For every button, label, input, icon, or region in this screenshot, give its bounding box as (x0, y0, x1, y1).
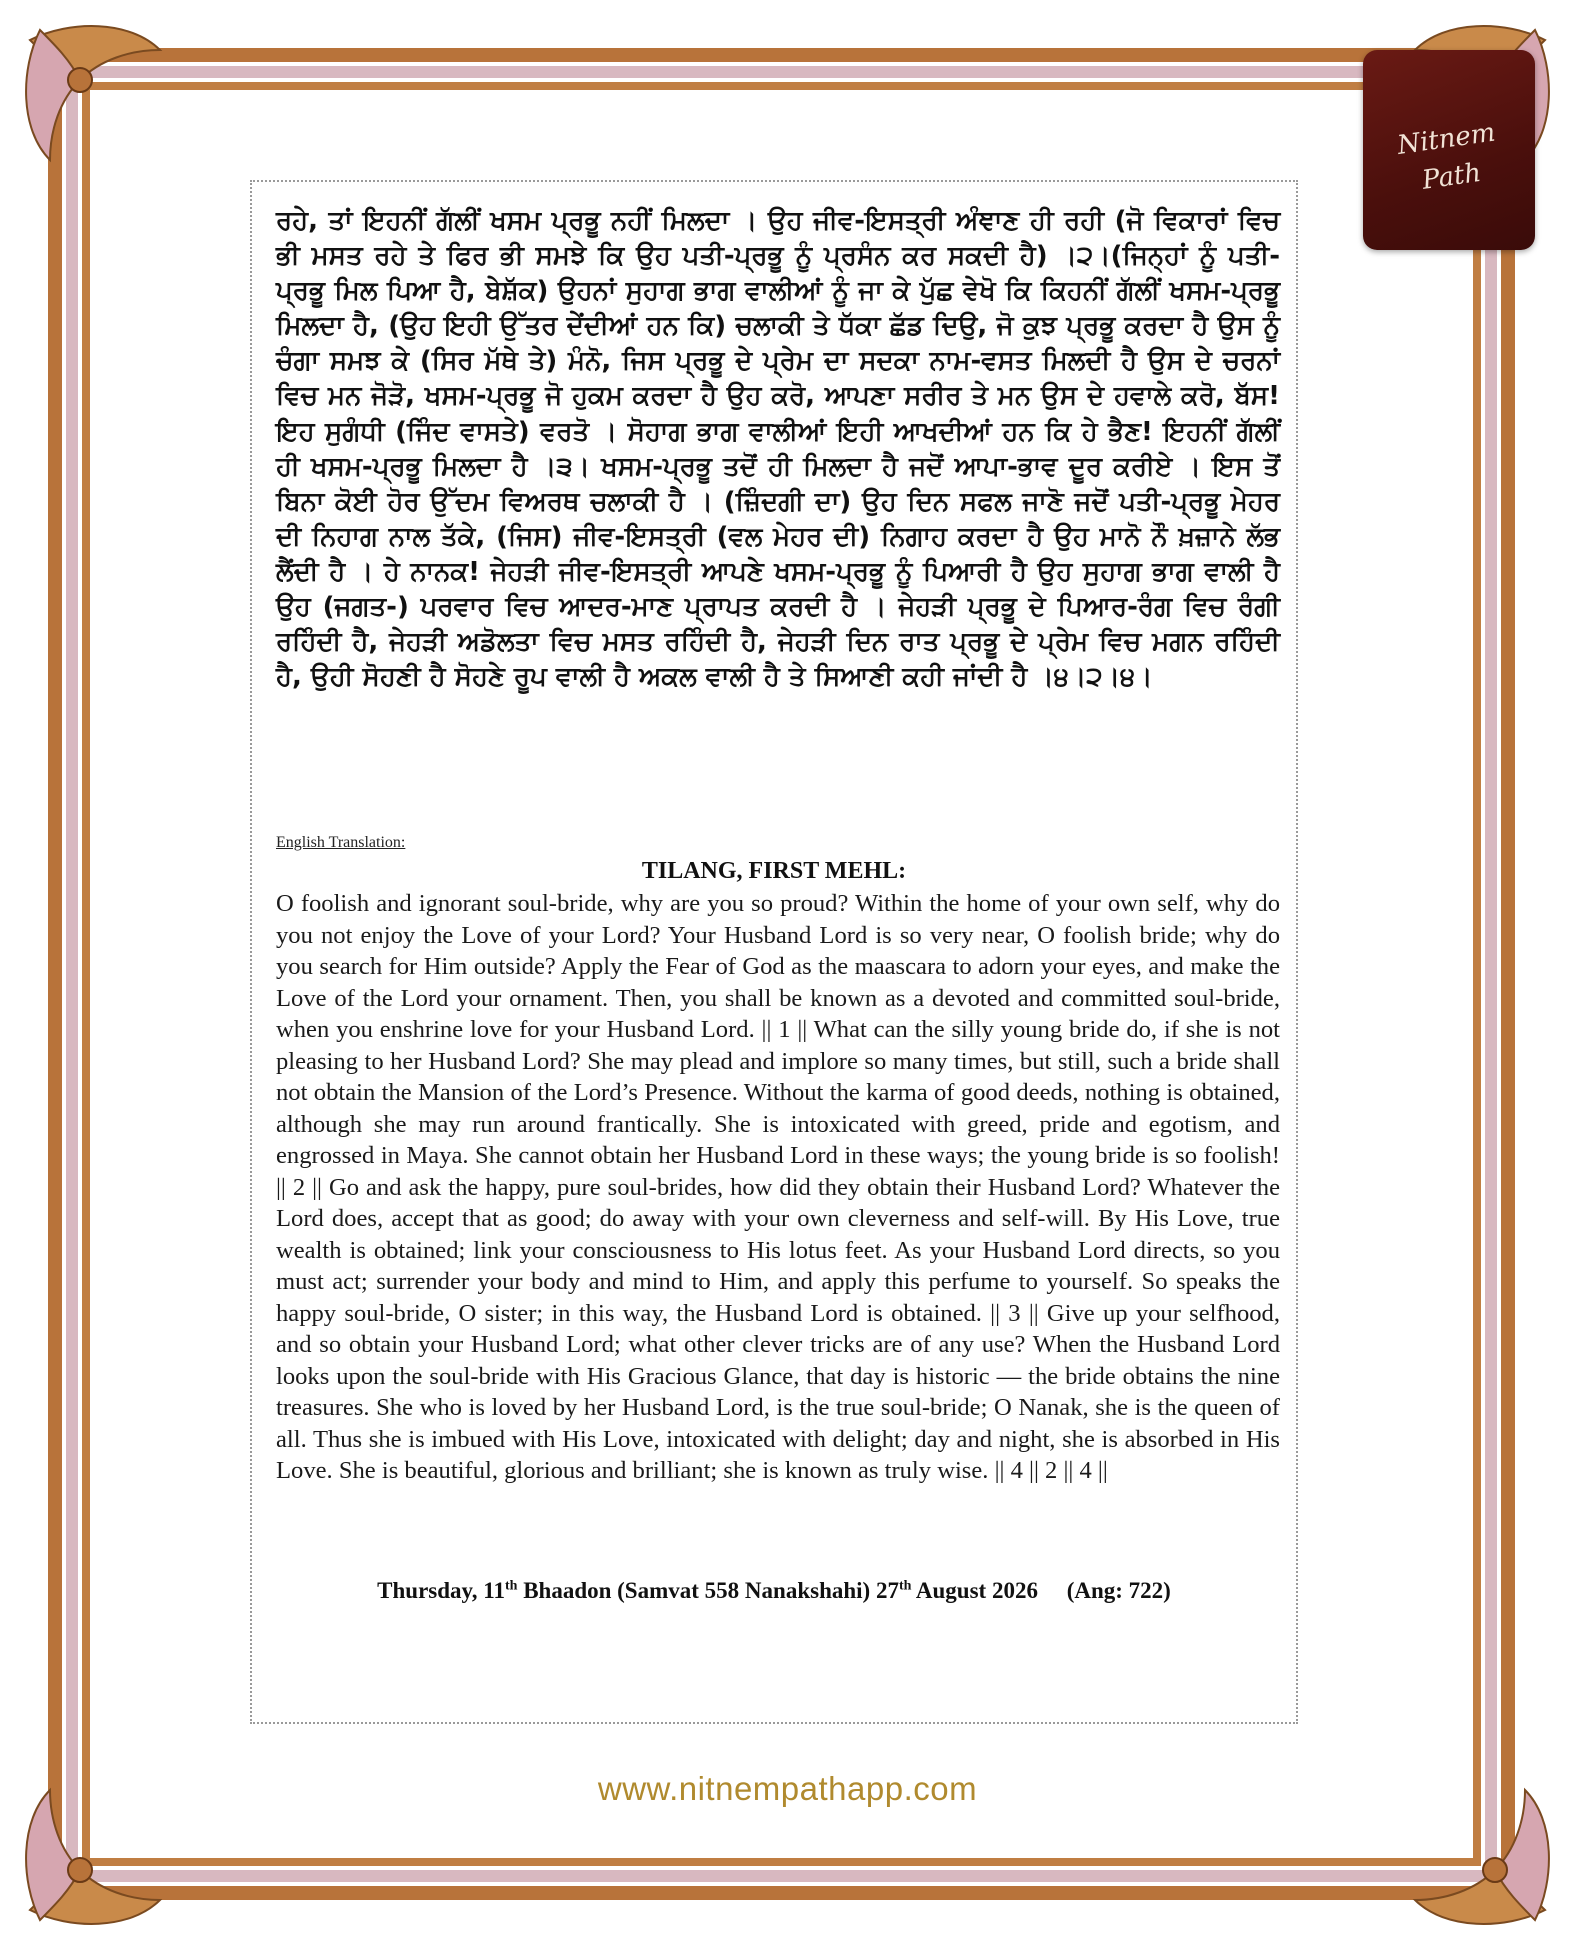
dateline-day-suffix: th (504, 1578, 518, 1594)
dateline-month-samvat: Bhaadon (Samvat 558 Nanakshahi) 27 (517, 1578, 899, 1603)
dateline-month-year: August 2026 (911, 1578, 1038, 1603)
english-title: TILANG, FIRST MEHL: (641, 858, 907, 884)
dateline-date-suffix: th (898, 1578, 912, 1594)
dateline-ang: (Ang: 722) (1066, 1578, 1171, 1603)
corner-bow-icon (10, 10, 180, 180)
logo-text (1359, 108, 1540, 207)
punjabi-commentary: ਰਹੇ, ਤਾਂ ਇਹਨੀਂ ਗੱਲੀਂ ਖਸਮ ਪ੍ਰਭੂ ਨਹੀਂ ਮਿਲਦਾ । ਉਹ ਜੀਵ-ਇਸਤ੍ਰੀ ਅੰਞਾਣ ਹੀ ਰਹੀ (ਜੋ ਵਿਕਾਰਾਂ ਵਿਚ ਭੀ ਮਸਤ ਰਹੇ ਤੇ ਫਿਰ ਭੀ ਸਮਝੇ ਕਿ ਉਹ ਪਤੀ-ਪ੍ਰਭੂ ਨੂੰ ਪ੍ਰਸੰਨ ਕਰ ਸਕਦੀ ਹੈ) ।੨।(ਜਿਨ੍ਹਾਂ ਨੂੰ ਪਤੀ-ਪ੍ਰਭੂ ਮਿਲ ਪਿਆ ਹੈ, ਬੇਸ਼ੱਕ) ਉਹਨਾਂ ਸੁਹਾਗ ਭਾਗ ਵਾਲੀਆਂ ਨੂੰ ਜਾ ਕੇ ਪੁੱਛ ਵੇਖੋ ਕਿ ਕਿਹਨੀਂ ਗੱਲੀਂ ਖਸਮ-ਪ੍ਰਭੂ ਮਿਲਦਾ ਹੈ, (ਉਹ ਇਹੀ ਉੱਤਰ ਦੇਂਦੀਆਂ ਹਨ ਕਿ) ਚਲਾਕੀ ਤੇ ਧੱਕਾ ਛੱਡ ਦਿਉ, ਜੋ ਕੁਝ ਪ੍ਰਭੂ ਕਰਦਾ ਹੈ ਉਸ ਨੂੰ ਚੰਗਾ ਸਮਝ ਕੇ (ਸਿਰ ਮੱਥੇ ਤੇ) ਮੰਨੋ, ਜਿਸ ਪ੍ਰਭੂ ਦੇ ਪ੍ਰੇਮ ਦਾ ਸਦਕਾ ਨਾਮ-ਵਸਤ ਮਿਲਦੀ ਹੈ ਉਸ ਦੇ ਚਰਨਾਂ ਵਿਚ ਮਨ ਜੋੜੋ, ਖਸਮ-ਪ੍ਰਭੂ ਜੋ ਹੁਕਮ ਕਰਦਾ ਹੈ ਉਹ ਕਰੋ, ਆਪਣਾ ਸਰੀਰ ਤੇ ਮਨ ਉਸ ਦੇ ਹਵਾਲੇ ਕਰੋ, ਬੱਸ! ਇਹ ਸੁਗੰਧੀ (ਜਿੰਦ ਵਾਸਤੇ) ਵਰਤੋ । ਸੋਹਾਗ ਭਾਗ ਵਾਲੀਆਂ ਇਹੀ ਆਖਦੀਆਂ ਹਨ ਕਿ ਹੇ ਭੈਣ! ਇਹਨੀਂ ਗੱਲੀਂ ਹੀ ਖਸਮ-ਪ੍ਰਭੂ ਮਿਲਦਾ ਹੈ ।੩। ਖਸਮ-ਪ੍ਰਭੂ ਤਦੋਂ ਹੀ ਮਿਲਦਾ ਹੈ ਜਦੋਂ ਆਪਾ-ਭਾਵ ਦੂਰ ਕਰੀਏ । ਇਸ ਤੋਂ ਬਿਨਾ ਕੋਈ ਹੋਰ ਉੱਦਮ ਵਿਅਰਥ ਚਲਾਕੀ ਹੈ । (ਜ਼ਿੰਦਗੀ ਦਾ) ਉਹ ਦਿਨ ਸਫਲ ਜਾਣੋ ਜਦੋਂ ਪਤੀ-ਪ੍ਰਭੂ ਮੇਹਰ ਦੀ ਨਿਹਾਗ ਨਾਲ ਤੱਕੇ, (ਜਿਸ) ਜੀਵ-ਇਸਤ੍ਰੀ (ਵਲ ਮੇਹਰ ਦੀ) ਨਿਗਾਹ ਕਰਦਾ ਹੈ ਉਹ ਮਾਨੋ ਨੌ ਖ਼ਜ਼ਾਨੇ ਲੱਭ ਲੈਂਦੀ ਹੈ । ਹੇ ਨਾਨਕ! ਜੇਹੜੀ ਜੀਵ-ਇਸਤ੍ਰੀ ਆਪਣੇ ਖਸਮ-ਪ੍ਰਭੂ ਨੂੰ ਪਿਆਰੀ ਹੈ ਉਹ ਸੁਹਾਗ ਭਾਗ ਵਾਲੀ ਹੈ ਉਹ (ਜਗਤ-) ਪਰਵਾਰ ਵਿਚ ਆਦਰ-ਮਾਣ ਪ੍ਰਾਪਤ ਕਰਦੀ ਹੈ । ਜੇਹੜੀ ਪ੍ਰਭੂ ਦੇ ਪਿਆਰ-ਰੰਗ ਵਿਚ ਰੰਗੀ ਰਹਿੰਦੀ ਹੈ, ਜੇਹੜੀ ਅਡੋਲਤਾ ਵਿਚ ਮਸਤ ਰਹਿੰਦੀ ਹੈ, ਜੇਹੜੀ ਦਿਨ ਰਾਤ ਪ੍ਰਭੂ ਦੇ ਪ੍ਰੇਮ ਵਿਚ ਮਗਨ ਰਹਿੰਦੀ ਹੈ, ਉਹੀ ਸੋਹਣੀ ਹੈ ਸੋਹਣੇ ਰੂਪ ਵਾਲੀ ਹੈ ਅਕਲ ਵਾਲੀ ਹੈ ਤੇ ਸਿਆਣੀ ਕਹੀ ਜਾਂਦੀ ਹੈ ।੪।੨।੪। (276, 206, 1280, 693)
website-link[interactable]: www.nitnempathapp.com (597, 1770, 978, 1807)
logo-line-2: Path (1420, 157, 1483, 196)
content-panel (250, 180, 1298, 1724)
logo-line-1: Nitnem (1395, 117, 1498, 161)
dateline-day: Thursday, 11 (377, 1578, 505, 1603)
dateline (252, 1578, 1296, 1604)
english-translation: O foolish and ignorant soul-bride, why are you so proud? Within the home of your own self, why do you not enjoy the Love of your Lord? Your Husband Lord is so very near, O foolish bride; why do you search for Him outside? Apply the Fear of God as the maascara to adorn your eyes, and make the Love of the Lord your ornament. Then, you shall be known as a devoted and committed soul-bride, when you enshrine love for your Husband Lord. || 1 || What can the silly young bride do, if she is not pleasing to her Husband Lord? She may plead and implore so many times, but still, such a bride shall not obtain the Mansion of the Lord’s Presence. Without the karma of good deeds, nothing is obtained, although she may run around frantically. She is intoxicated with greed, pride and egotism, and engrossed in Maya. She cannot obtain her Husband Lord in these ways; the young bride is so foolish! || 2 || Go and ask the happy, pure soul-brides, how did they obtain their Husband Lord? Whatever the Lord does, accept that as good; do away with your own cleverness and self-will. By His Love, true wealth is obtained; link your consciousness to His lotus feet. As your Husband Lord directs, so you must act; surrender your body and mind to Him, and apply this perfume to yourself. So speaks the happy soul-bride, O sister; in this way, the Husband Lord is obtained. || 3 || Give up your selfhood, and so obtain your Husband Lord; what other clever tricks are of any use? When the Husband Lord looks upon the soul-bride with His Gracious Glance, that day is historic — the bride obtains the nine treasures. She who is loved by her Husband Lord, is the true soul-bride; O Nanak, she is the queen of all. Thus she is imbued with His Love, intoxicated with delight; day and night, she is absorbed in His Love. She is beautiful, glorious and brilliant; she is known as truly wise. || 4 || 2 || 4 || (276, 890, 1280, 1484)
nitnem-path-logo (1363, 50, 1535, 250)
english-translation-label: English Translation: (276, 834, 406, 851)
